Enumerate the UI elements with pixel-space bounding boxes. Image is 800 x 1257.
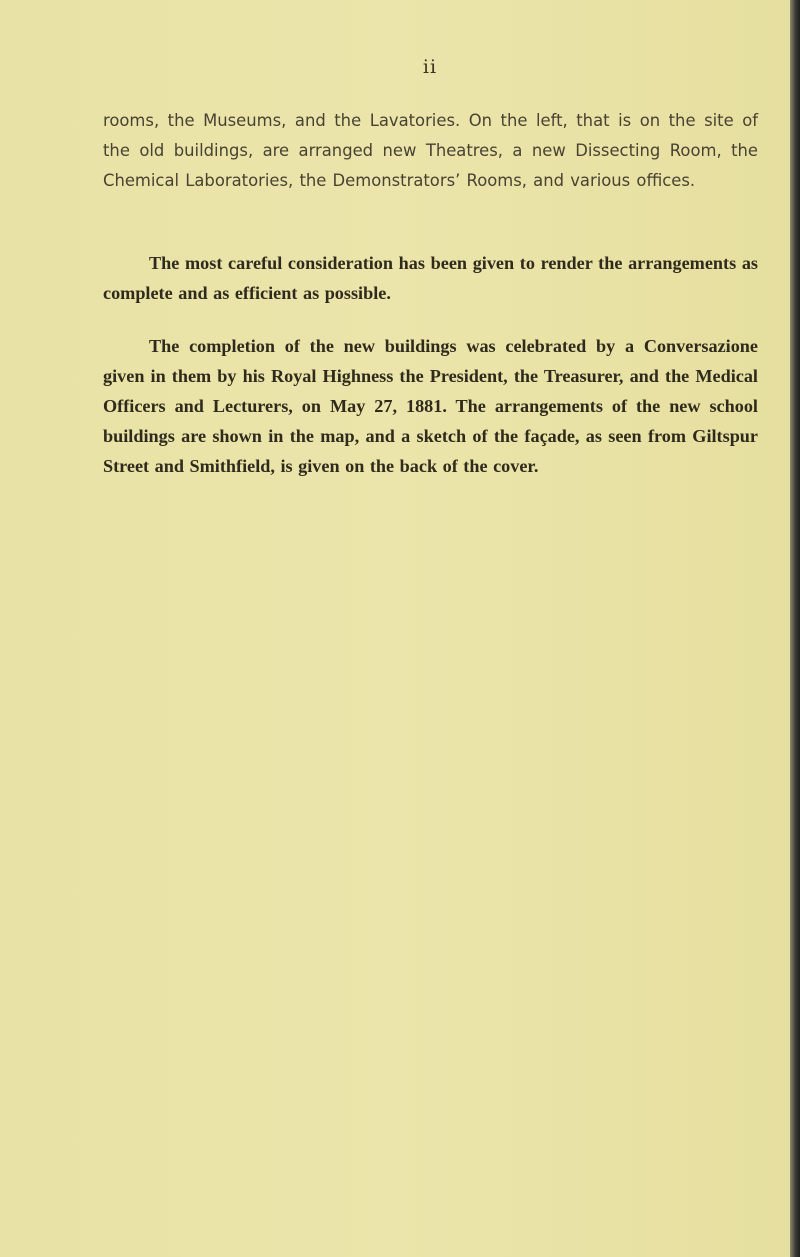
paragraph-2: The most careful consideration has been given to render the arrangements as complete and as efficient as possible. [103, 253, 758, 303]
paragraph-3: The completion of the new buildings was celebrated by a Conversazione given in them by his Royal Highness the President, the Treasurer, and the Medical Officers and Lecturers, on May 27, 1881. The arrangements of the new school buildings are shown in the map, and a sketch of the façade, as seen from Giltspur Street and Smithfield, is given on the back of the cover. [103, 336, 758, 476]
page-number: ii [422, 56, 438, 78]
paragraph-1: rooms, the Museums, and the Lavatories. On the left, that is on the site of the old buildings, are arranged new Theatres, a new Dissecting Room, the Chemical Laboratories, the Demonstrators’ Rooms, and various offices. [103, 111, 758, 190]
page-edge-shadow [790, 0, 800, 1257]
